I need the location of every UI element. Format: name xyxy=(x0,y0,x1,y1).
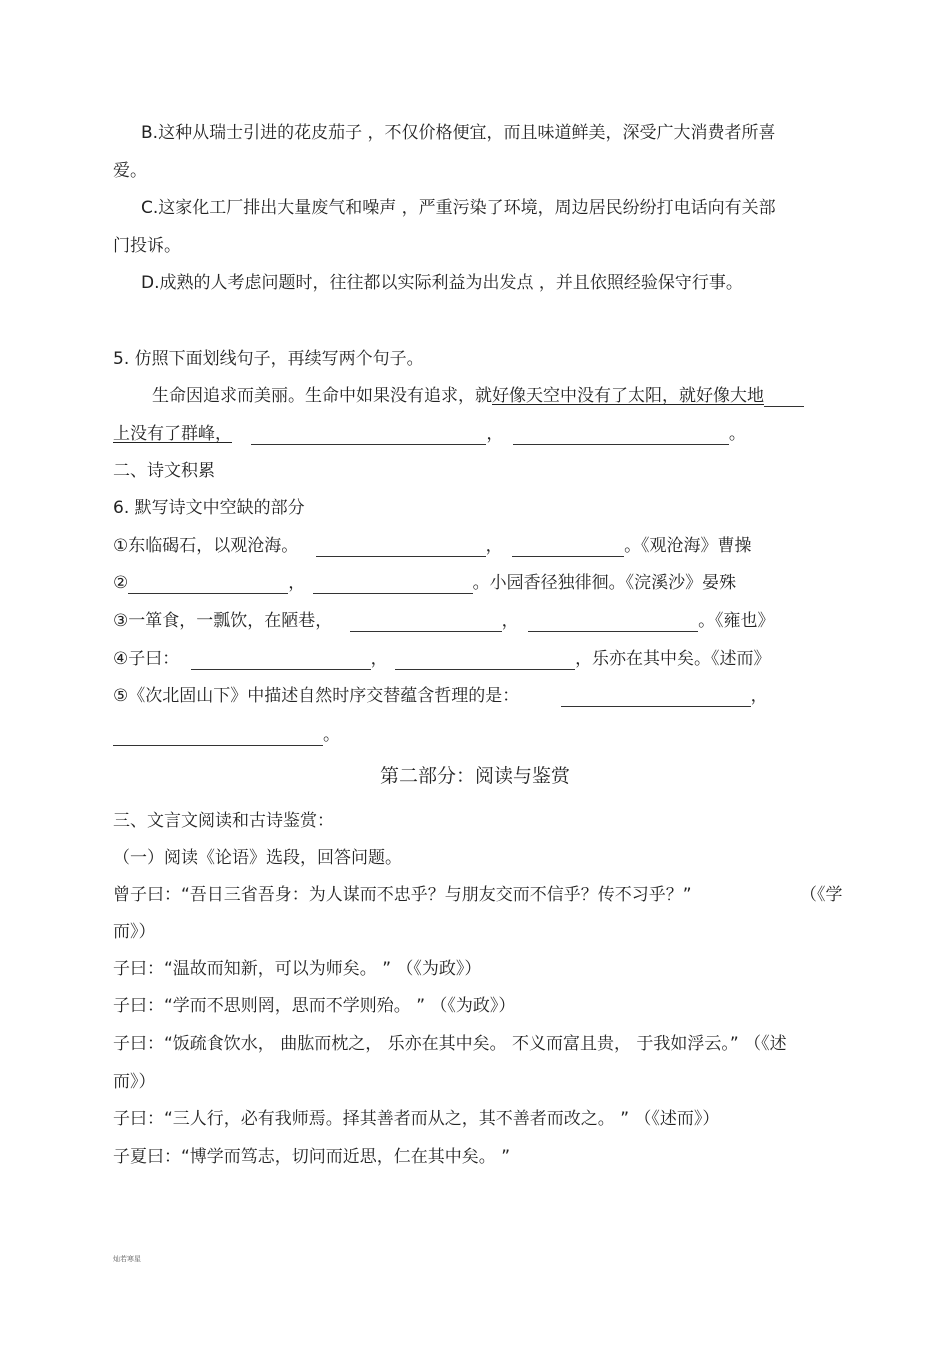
option-c-line2: 门投诉。 xyxy=(113,236,181,256)
q6-item-2 xyxy=(113,572,736,594)
item-number: ② xyxy=(113,573,129,593)
separator: ， xyxy=(485,536,503,556)
answer-blank-1[interactable] xyxy=(251,426,486,445)
passage-1-source: （《学 xyxy=(800,885,843,905)
answer-blank[interactable] xyxy=(528,613,698,632)
q6-item-5 xyxy=(113,685,768,707)
reading-subheading: （一）阅读《论语》选段，回答问题。 xyxy=(113,848,402,868)
page-footer: 灿若寒星 xyxy=(113,1255,141,1263)
item-source: 。《观沧海》曹操 xyxy=(624,536,752,556)
question-5-sentence-line2 xyxy=(113,423,746,445)
item-text: ④子曰： xyxy=(113,649,180,669)
passage-4: 子曰：“饭疏食饮水， 曲肱而枕之， 乐亦在其中矣。 不义而富且贵， 于我如浮云。” （《述 xyxy=(113,1034,787,1054)
item-source: 。《雍也》 xyxy=(698,611,775,631)
separator: ， xyxy=(370,649,388,669)
sentence-lead: 生命因追求而美丽。生命中如果没有追求，就 xyxy=(152,386,492,406)
answer-blank[interactable] xyxy=(191,651,371,670)
passage-6: 子夏曰：“博学而笃志，切问而近思，仁在其中矣。 ” xyxy=(113,1147,511,1167)
end-mark: 。 xyxy=(728,424,746,444)
separator: ， xyxy=(750,686,768,706)
underlined-model-sentence: 好像天空中没有了太阳，就好像大地 xyxy=(492,386,764,406)
passage-3: 子曰：“学而不思则罔，思而不学则殆。 ” （《为政》） xyxy=(113,996,516,1016)
answer-blank[interactable] xyxy=(561,688,751,707)
q6-item-1 xyxy=(113,535,752,557)
item-text: ①东临碣石，以观沧海。 xyxy=(113,536,299,556)
question-5: 5. 仿照下面划线句子，再续写两个句子。 xyxy=(113,349,424,369)
passage-4-cont: 而》） xyxy=(113,1072,156,1092)
answer-blank[interactable] xyxy=(512,538,624,557)
answer-blank[interactable] xyxy=(313,575,473,594)
item-text: ③一箪食，一瓢饮，在陋巷， xyxy=(113,611,333,631)
section-heading-poetry: 二、诗文积累 xyxy=(113,461,215,481)
q6-item-3 xyxy=(113,610,775,632)
answer-blank-2[interactable] xyxy=(513,426,729,445)
separator: ， xyxy=(288,573,306,593)
passage-2: 子曰：“温故而知新，可以为师矣。 ” （《为政》） xyxy=(113,959,482,979)
option-c-line1: C.这家化工厂排出大量废气和噪声 ，严重污染了环境，周边居民纷纷打电话向有关部 xyxy=(141,198,776,218)
item-text: ⑤《次北固山下》中描述自然时序交替蕴含哲理的是： xyxy=(113,686,520,706)
answer-blank[interactable] xyxy=(113,727,323,746)
passage-1-source-cont: 而》） xyxy=(113,922,156,942)
part-two-title: 第二部分：阅读与鉴赏 xyxy=(379,765,570,787)
passage-5: 子曰：“三人行，必有我师焉。择其善者而从之，其不善者而改之。 ” （《述而》） xyxy=(113,1109,720,1129)
question-5-sentence-line1 xyxy=(152,385,804,407)
answer-blank[interactable] xyxy=(316,538,486,557)
q6-item-4 xyxy=(113,648,771,670)
separator: ， xyxy=(501,611,519,631)
answer-blank[interactable] xyxy=(128,575,288,594)
end-mark: 。 xyxy=(323,725,340,745)
option-b-line2: 爱。 xyxy=(113,161,147,181)
option-d: D.成熟的人考虑问题时，往往都以实际利益为出发点 ，并且依照经验保守行事。 xyxy=(141,273,743,293)
question-6: 6. 默写诗文中空缺的部分 xyxy=(113,498,305,518)
answer-blank[interactable] xyxy=(350,613,502,632)
underlined-model-sentence-end: 上没有了群峰， xyxy=(113,424,232,444)
separator: ， xyxy=(486,424,504,444)
option-b-line1: B.这种从瑞士引进的花皮茄子 ，不仅价格便宜，而且味道鲜美，深受广大消费者所喜 xyxy=(141,123,776,143)
section-heading-reading: 三、文言文阅读和古诗鉴赏： xyxy=(113,811,334,831)
answer-blank[interactable] xyxy=(395,651,575,670)
item-source: ，乐亦在其中矣。《述而》 xyxy=(575,649,771,669)
answer-blank-tail[interactable] xyxy=(764,388,804,407)
passage-1: 曾子曰：“吾日三省吾身：为人谋而不忠乎？与朋友交而不信乎？传不习乎？” xyxy=(113,885,692,905)
q6-item-5-cont xyxy=(113,724,340,746)
item-source: 。小园香径独徘徊。《浣溪沙》晏殊 xyxy=(472,573,737,593)
